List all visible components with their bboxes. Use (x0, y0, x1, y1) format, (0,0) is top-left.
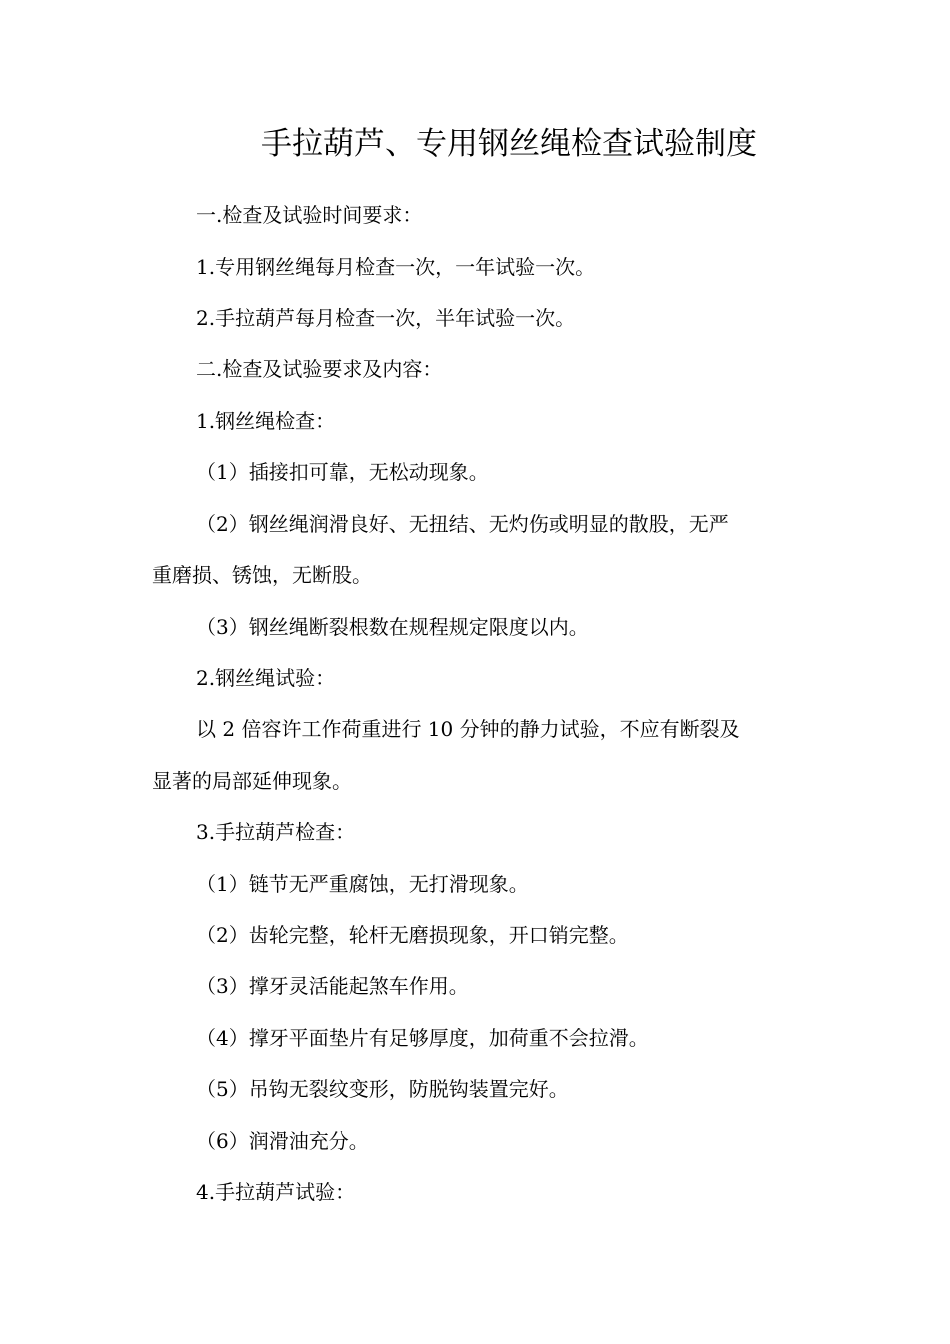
subheading: 1.钢丝绳检查： (196, 409, 336, 433)
list-item: （5）吊钩无裂纹变形，防脱钩装置完好。 (196, 1077, 569, 1101)
list-item: （3）钢丝绳断裂根数在规程规定限度以内。 (196, 615, 589, 639)
subheading: 4.手拉葫芦试验： (196, 1180, 356, 1204)
list-item: （2）齿轮完整，轮杆无磨损现象，开口销完整。 (196, 923, 629, 947)
list-item-continuation: 重磨损、锈蚀，无断股。 (152, 563, 372, 587)
paragraph-line: 1.专用钢丝绳每月检查一次，一年试验一次。 (196, 255, 596, 279)
paragraph-continuation: 显著的局部延伸现象。 (152, 769, 352, 793)
list-item: （3）撑牙灵活能起煞车作用。 (196, 974, 469, 998)
document-title: 手拉葫芦、专用钢丝绳检查试验制度 (261, 126, 757, 162)
paragraph-line: 2.手拉葫芦每月检查一次，半年试验一次。 (196, 306, 576, 330)
list-item: （1）插接扣可靠，无松动现象。 (196, 460, 489, 484)
subheading: 3.手拉葫芦检查： (196, 820, 356, 844)
subheading: 2.钢丝绳试验： (196, 666, 336, 690)
section-heading-2: 二.检查及试验要求及内容： (196, 357, 443, 381)
list-item: （6）润滑油充分。 (196, 1129, 369, 1153)
list-item: （4）撑牙平面垫片有足够厚度，加荷重不会拉滑。 (196, 1026, 649, 1050)
list-item: （1）链节无严重腐蚀，无打滑现象。 (196, 872, 529, 896)
paragraph-line: 以 2 倍容许工作荷重进行 10 分钟的静力试验，不应有断裂及 (196, 717, 740, 741)
list-item: （2）钢丝绳润滑良好、无扭结、无灼伤或明显的散股，无严 (196, 512, 729, 536)
section-heading-1: 一.检查及试验时间要求： (196, 203, 423, 227)
